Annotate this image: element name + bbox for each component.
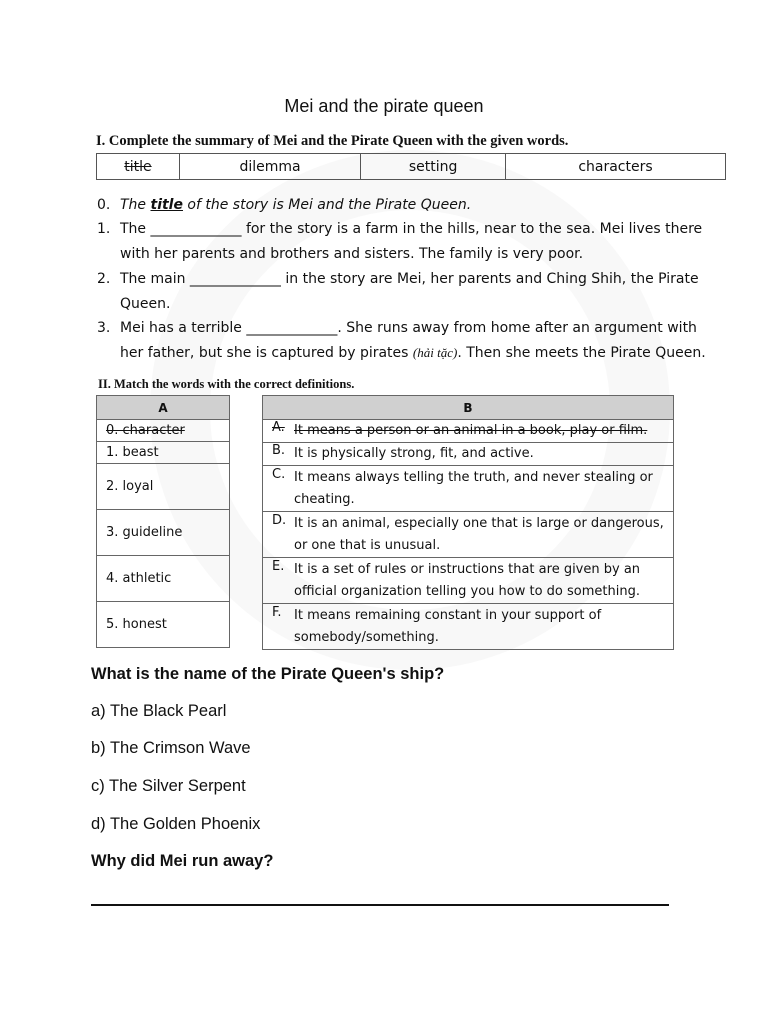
definition-cell: B. It is physically strong, fit, and active. (263, 443, 674, 466)
word-cell: 1. beast (97, 442, 230, 464)
summary-item-3: 3. Mei has a terrible _____________. She runs away from home after an argument with (97, 320, 697, 336)
summary-item-1: 1. The _____________ for the story is a farm in the hills, near to the sea. Mei lives there (97, 221, 703, 237)
column-a-header: A (97, 396, 230, 420)
words-table (96, 395, 230, 648)
definition-cell: E. It is a set of rules or instructions that are given by an official organization telling you how to do something. (263, 558, 674, 604)
word-bank-item: setting (361, 154, 506, 180)
answer-line[interactable] (91, 898, 669, 906)
column-b-header: B (263, 396, 674, 420)
summary-item-1-cont: with her parents and brothers and sisters. The family is very poor. (120, 246, 584, 262)
definition-cell: A. It means a person or an animal in a book, play or film. (263, 420, 674, 443)
word-bank-item: dilemma (179, 154, 360, 180)
word-cell: 0. character (97, 420, 230, 442)
option-b[interactable]: b) The Crimson Wave (91, 739, 251, 757)
definitions-table (262, 395, 674, 650)
word-bank-item: characters (505, 154, 725, 180)
word-bank-item: title (97, 154, 180, 180)
option-a[interactable]: a) The Black Pearl (91, 702, 227, 720)
section1-heading: I. Complete the summary of Mei and the Pirate Queen with the given words. (96, 133, 569, 149)
option-c[interactable]: c) The Silver Serpent (91, 777, 246, 795)
option-d[interactable]: d) The Golden Phoenix (91, 815, 261, 833)
example-answer: title (150, 197, 183, 213)
word-bank (96, 153, 726, 180)
word-cell: 3. guideline (97, 510, 230, 556)
definition-cell: D. It is an animal, especially one that is large or dangerous, or one that is unusual. (263, 512, 674, 558)
summary-item-2: 2. The main _____________ in the story are Mei, her parents and Ching Shih, the Pirate (97, 271, 699, 287)
definition-cell: F. It means remaining constant in your support of somebody/something. (263, 604, 674, 650)
definition-cell: C. It means always telling the truth, and never stealing or cheating. (263, 466, 674, 512)
summary-item-2-cont: Queen. (120, 296, 171, 312)
page-title: Mei and the pirate queen (284, 96, 484, 116)
word-cell: 4. athletic (97, 556, 230, 602)
question-2: Why did Mei run away? (91, 852, 274, 870)
summary-item-0: 0. The title of the story is Mei and the Pirate Queen. (97, 197, 472, 213)
section2-heading: II. Match the words with the correct definitions. (98, 377, 355, 391)
question-1: What is the name of the Pirate Queen's ship? (91, 665, 445, 683)
summary-item-3-cont: her father, but she is captured by pirates (hải tặc). Then she meets the Pirate Queen. (120, 345, 706, 361)
word-cell: 2. loyal (97, 464, 230, 510)
word-cell: 5. honest (97, 602, 230, 648)
